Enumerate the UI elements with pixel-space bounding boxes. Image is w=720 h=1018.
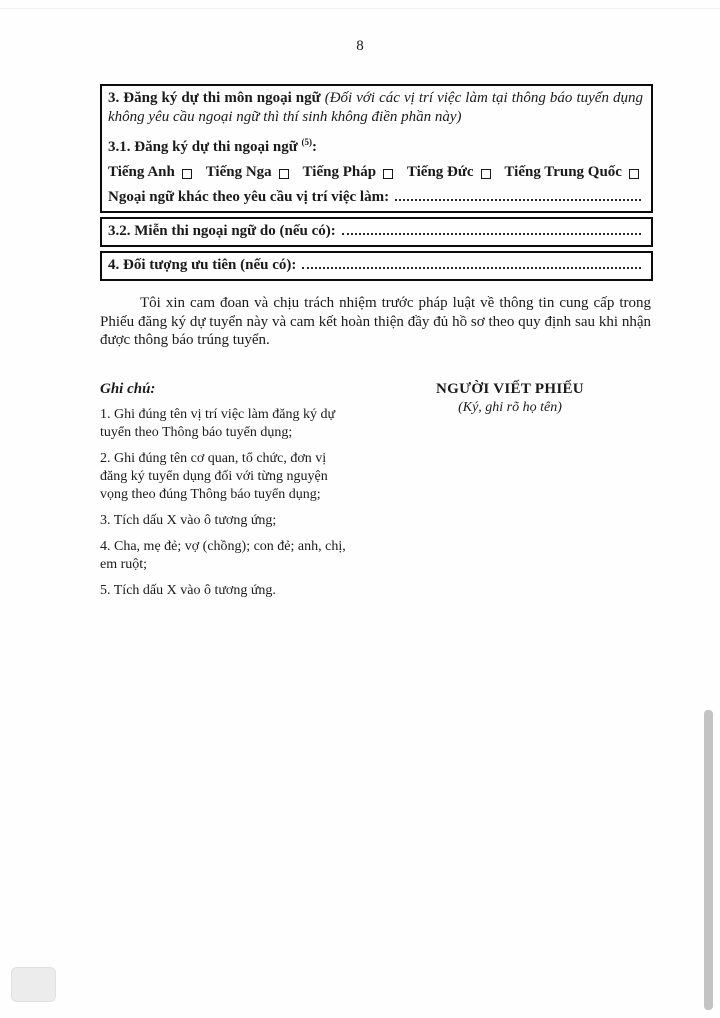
section-4-label: 4. Đối tượng ưu tiên (nếu có): [108,257,297,273]
note-item-1: 1. Ghi đúng tên vị trí việc làm đăng ký dự tuyển theo Thông báo tuyển dụng; [100,406,336,440]
language-label: Tiếng Đức [406,164,474,180]
footnote-5-superscript: (5) [301,137,312,147]
section-3-1-label [108,133,643,157]
note-item-5: 5. Tích dấu X vào ô tương ứng. [100,582,276,598]
section-3-1-text: 3.1. Đăng ký dự thi ngoại ngữ [108,139,302,155]
section-3-title-note: (Đối với các vị trí việc làm tại thông báo tuyển dụng không yêu cầu ngoại ngữ thì thí sinh không điền phần này) [108,90,644,125]
footer-columns [100,381,653,611]
page-number: 8 [356,38,364,54]
checkbox-2 [383,169,393,179]
notes-heading: Ghi chú: [100,380,156,397]
note-item-4: 4. Cha, mẹ đẻ; vợ (chồng); con đẻ; anh, chị, em ruột; [100,538,346,572]
dotted-fill-line [395,199,641,201]
section-3-1-colon: : [311,139,317,155]
language-label: Tiếng Nga [205,164,272,180]
dotted-fill-line [342,233,641,235]
language-option-2 [303,164,394,181]
checkbox-0 [182,169,192,179]
other-language-line [108,188,643,207]
declaration-paragraph: Tôi xin cam đoan và chịu trách nhiệm trước pháp luật về thông tin cung cấp trong Phiếu đăng ký dự tuyển này và cam kết hoàn thiện đầy đủ hồ sơ theo quy định sau khi nhận được thông báo trúng tuyển. [100,295,651,348]
signature-instruction: (Ký, ghi rõ họ tên) [458,399,562,415]
section-4-box [100,251,653,281]
checkbox-1 [279,169,289,179]
language-option-4 [504,164,639,181]
section-3-2-label: 3.2. Miễn thi ngoại ngữ do (nếu có): [108,223,336,239]
checkbox-3 [481,169,491,179]
page-top-divider [0,8,720,9]
section-4-line [108,256,643,275]
section-3-title [108,89,643,127]
section-3-2-line [108,222,643,241]
section-3-box [100,84,653,213]
page-nav-button[interactable] [11,967,56,1002]
section-3-title-bold: 3. Đăng ký dự thi môn ngoại ngữ [108,90,325,106]
form-content [100,84,653,611]
dotted-fill-line [302,267,641,269]
signature-title: NGƯỜI VIẾT PHIẾU [436,380,584,397]
language-option-3 [407,164,491,181]
notes-list [100,406,354,600]
other-language-label: Ngoại ngữ khác theo yêu cầu vị trí việc làm: [108,189,390,205]
language-label: Tiếng Pháp [302,164,377,180]
checkbox-4 [629,169,639,179]
language-option-0 [108,164,192,181]
signature-block [368,381,652,416]
note-item-3: 3. Tích dấu X vào ô tương ứng; [100,512,277,528]
section-3-2-box [100,217,653,247]
scrollbar-thumb[interactable] [704,710,713,1010]
notes-section [100,381,354,600]
note-item-2: 2. Ghi đúng tên cơ quan, tổ chức, đơn vị đăng ký tuyển dụng đối với từng nguyện vọng theo đúng Thông báo tuyển dụng; [100,450,328,502]
language-label: Tiếng Anh [108,164,175,180]
language-option-1 [206,164,289,181]
language-label: Tiếng Trung Quốc [504,164,622,180]
language-options-row [108,164,643,181]
